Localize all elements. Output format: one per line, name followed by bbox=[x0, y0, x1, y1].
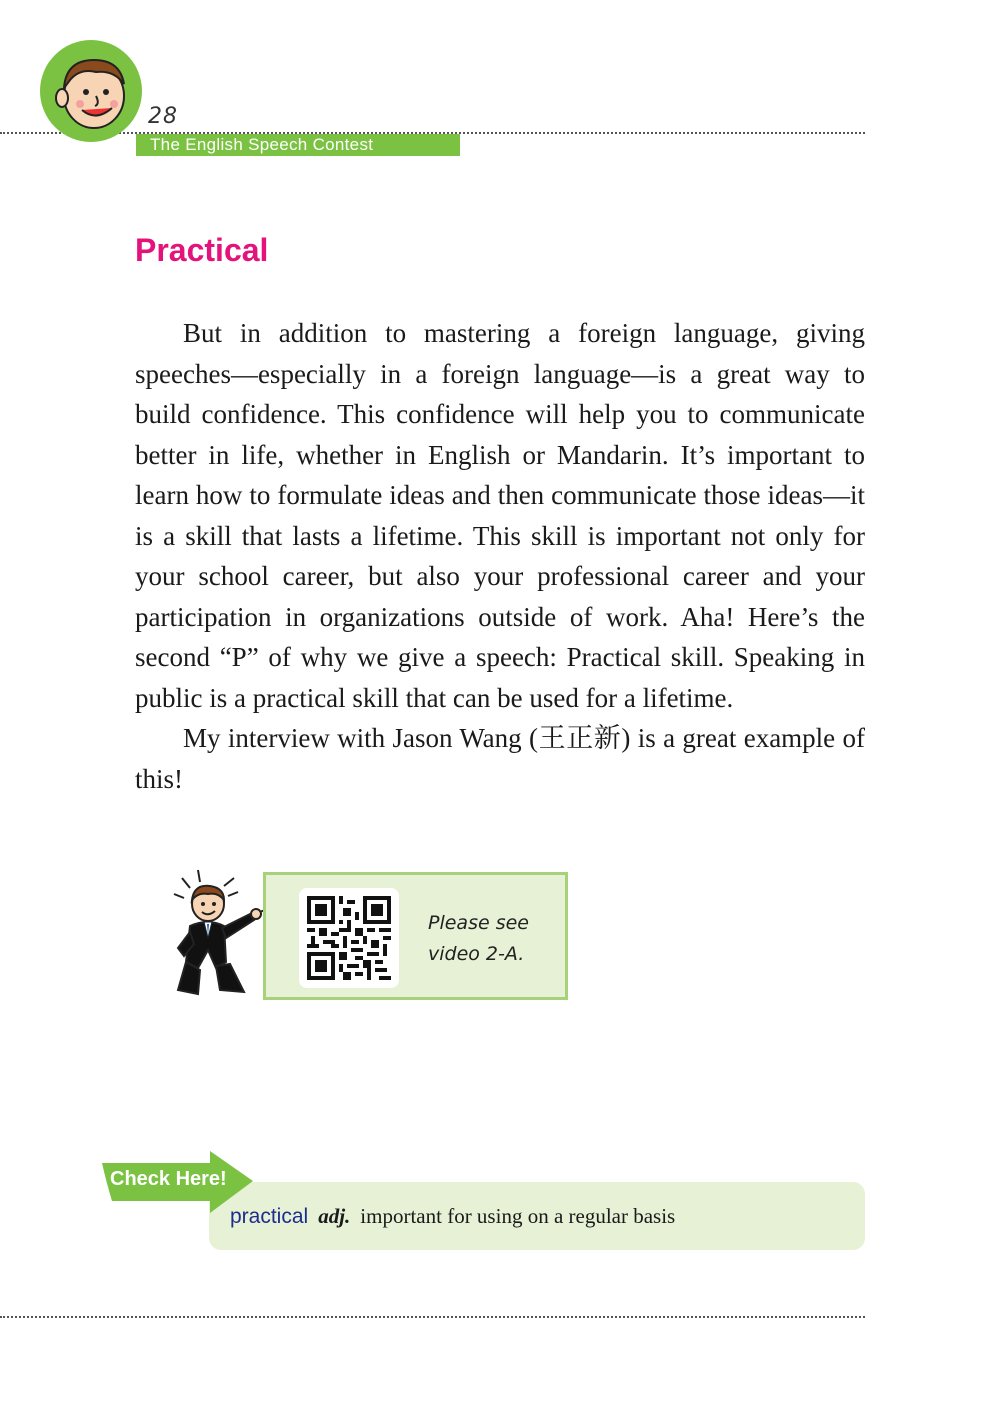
video-note-line: Please see bbox=[428, 912, 529, 934]
video-callout bbox=[263, 872, 568, 1000]
body-paragraph: But in addition to mastering a foreign language, giving speeches—especially in a foreign language—is a great way to build confidence. This confidence will help you to communicate better in life, whether in English or Mandarin. It’s important to learn how to formulate ideas and then communicate those ideas—it is a skill that lasts a lifetime. This skill is important not only for your school career, but also your professional career and your participation in organizations outside of work. Aha! Here’s the second “P” of why we give a speech: Practical skill. Speaking in public is a practical skill that can be used for a lifetime. bbox=[135, 318, 865, 713]
vocabulary-entry bbox=[230, 1204, 675, 1229]
pointing-man-illustration bbox=[168, 866, 268, 998]
video-note bbox=[428, 908, 558, 970]
check-here-label: Check Here! bbox=[110, 1168, 227, 1190]
vocabulary-word: practical bbox=[230, 1205, 309, 1228]
video-note-line: video 2-A. bbox=[428, 943, 525, 965]
footer-dotted-rule bbox=[0, 1316, 865, 1318]
section-title-bar: The English Speech Contest bbox=[136, 134, 460, 156]
vocabulary-definition: important for using on a regular basis bbox=[360, 1204, 676, 1228]
smiling-face-icon bbox=[40, 40, 142, 142]
body-paragraph: My interview with Jason Wang (王正新) is a great example of this! bbox=[135, 723, 865, 794]
mascot-avatar bbox=[40, 40, 142, 142]
qr-code-icon bbox=[307, 896, 391, 980]
page-number: 28 bbox=[148, 104, 178, 129]
qr-code-card[interactable] bbox=[299, 888, 399, 988]
part-of-speech: adj. bbox=[318, 1204, 351, 1228]
body-text bbox=[135, 313, 865, 799]
section-heading: Practical bbox=[135, 232, 269, 268]
